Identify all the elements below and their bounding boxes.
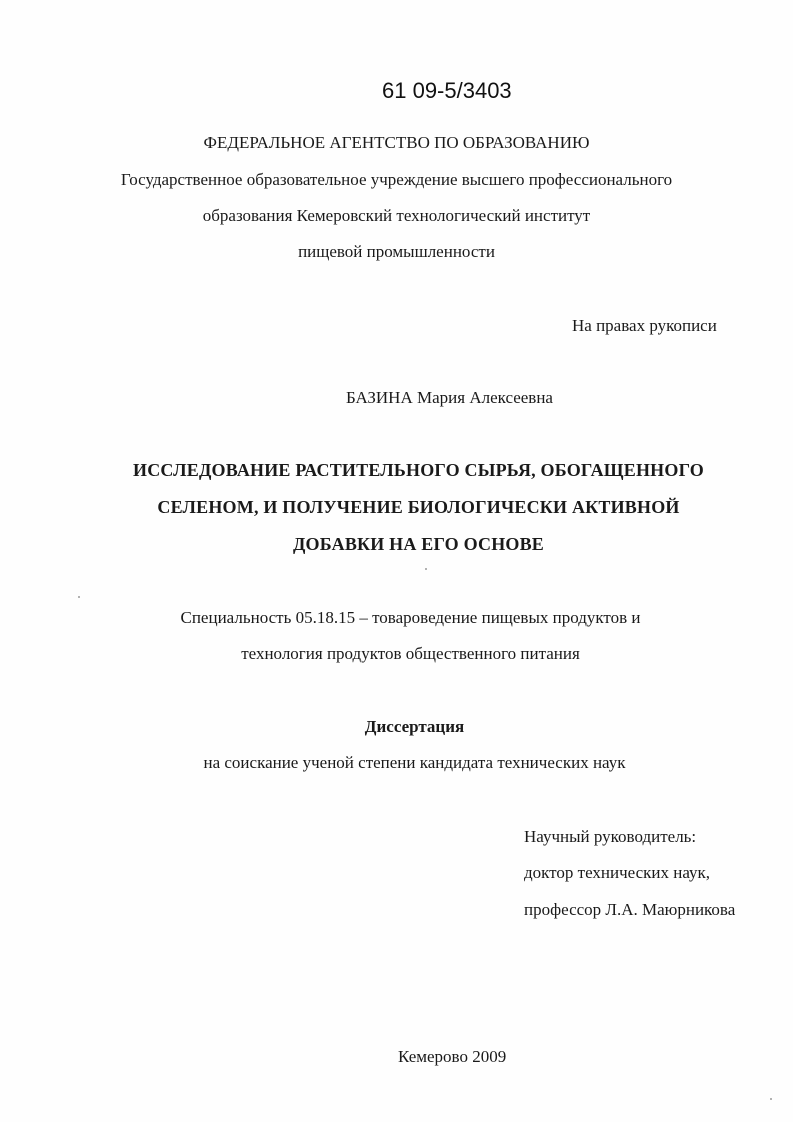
scan-speck [78,596,80,598]
dissertation-title-line: СЕЛЕНОМ, И ПОЛУЧЕНИЕ БИОЛОГИЧЕСКИ АКТИВНОЙ [157,497,680,517]
supervisor-line: Научный руководитель: [524,827,697,846]
specialty-line: технология продуктов общественного питания [241,644,580,663]
institution-line: Государственное образовательное учреждение высшего профессионального [120,170,673,189]
dissertation-title-line: ИССЛЕДОВАНИЕ РАСТИТЕЛЬНОГО СЫРЬЯ, ОБОГАЩЕННОГО [133,460,704,480]
city-year: Кемерово 2009 [398,1047,507,1066]
supervisor-line: доктор технических наук, [524,863,711,882]
specialty-line: Специальность 05.18.15 – товароведение пищевых продуктов и [180,608,641,627]
dissertation-title-line: ДОБАВКИ НА ЕГО ОСНОВЕ [292,534,545,554]
scan-speck [770,1098,772,1100]
agency-heading: ФЕДЕРАЛЬНОЕ АГЕНТСТВО ПО ОБРАЗОВАНИЮ [203,133,590,152]
institution-line: образования Кемеровский технологический институт [202,206,591,225]
degree-line: на соискание ученой степени кандидата технических наук [203,753,626,772]
manuscript-rights-label: На правах рукописи [572,316,717,335]
institution-line: пищевой промышленности [298,242,495,261]
scan-speck [425,568,427,570]
library-stamp-number: 61 09-5/3403 [382,78,512,103]
supervisor-line: профессор Л.А. Маюрникова [524,900,736,919]
work-type-heading: Диссертация [364,717,465,736]
author-name: БАЗИНА Мария Алексеевна [346,388,553,407]
